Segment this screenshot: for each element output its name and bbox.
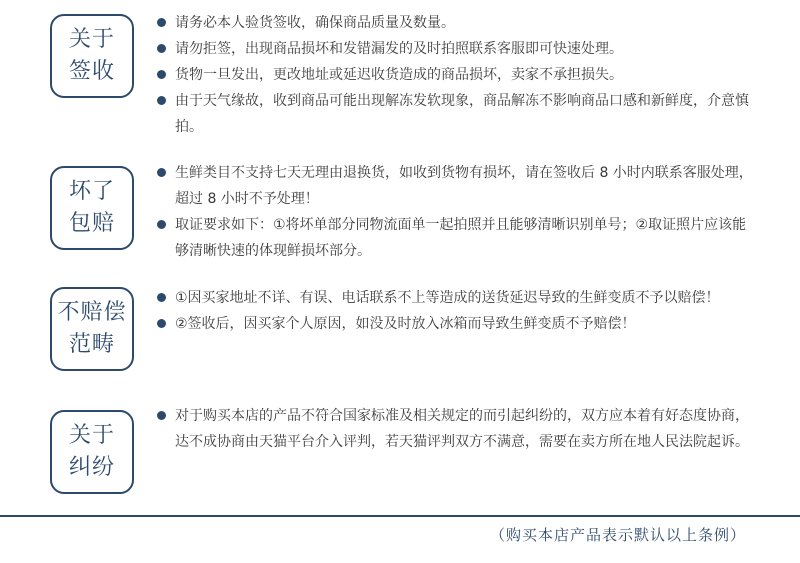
section-label-line: 纠纷 — [68, 455, 115, 480]
list-item-text: 请务必本人验货签收，确保商品质量及数量。 — [175, 15, 455, 31]
section-label-line: 签收 — [68, 59, 115, 84]
bullet-icon — [157, 70, 166, 79]
section-label-box — [50, 287, 134, 371]
bullet-icon — [157, 44, 166, 53]
section-item-list — [155, 285, 755, 337]
list-item — [155, 212, 755, 264]
section-label-line: 不赔偿 — [57, 300, 127, 325]
list-item — [155, 160, 755, 212]
bullet-icon — [157, 319, 166, 328]
list-item-text: 货物一旦发出，更改地址或延迟收货造成的商品损坏，卖家不承担损失。 — [175, 67, 623, 83]
list-item-text: 请勿拒签，出现商品损坏和发错漏发的及时拍照联系客服即可快速处理。 — [175, 41, 623, 57]
section-label-line: 关于 — [68, 27, 115, 52]
list-item — [155, 62, 755, 88]
section-item-list — [155, 403, 755, 455]
list-item-text: 取证要求如下：①将坏单部分同物流面单一起拍照并且能够清晰识别单号；②取证照片应该能够清晰快速的体现鲜损坏部分。 — [175, 217, 747, 259]
section-label-box — [50, 410, 134, 494]
bullet-icon — [157, 96, 166, 105]
list-item-text: 对于购买本店的产品不符合国家标准及相关规定的而引起纠纷的，双方应本着有好态度协商，达不成协商由天猫平台介入评判，若天猫评判双方不满意，需要在卖方所在地人民法院起诉。 — [175, 408, 749, 450]
section-label-line: 包赔 — [68, 211, 115, 236]
bullet-icon — [157, 18, 166, 27]
list-item — [155, 403, 755, 455]
section-label-line: 关于 — [68, 423, 115, 448]
bullet-icon — [157, 168, 166, 177]
bullet-icon — [157, 293, 166, 302]
list-item — [155, 88, 755, 140]
list-item — [155, 10, 755, 36]
list-item — [155, 36, 755, 62]
footer-divider — [0, 515, 800, 517]
bullet-icon — [157, 411, 166, 420]
section-item-list — [155, 160, 755, 264]
list-item-text: 由于天气缘故，收到商品可能出现解冻发软现象，商品解冻不影响商品口感和新鲜度，介意慎拍。 — [175, 93, 749, 135]
list-item — [155, 311, 755, 337]
list-item-text: ②签收后，因买家个人原因，如没及时放入冰箱而导致生鲜变质不予赔偿！ — [175, 316, 636, 332]
list-item-text: ①因买家地址不详、有误、电话联系不上等造成的送货延迟导致的生鲜变质不予以赔偿！ — [175, 290, 720, 306]
footer-note: （购买本店产品表示默认以上条例） — [489, 526, 746, 544]
section-label-line: 范畴 — [68, 332, 115, 357]
section-label-line: 坏了 — [68, 179, 115, 204]
section-item-list — [155, 10, 755, 140]
list-item — [155, 285, 755, 311]
bullet-icon — [157, 220, 166, 229]
section-label-box — [50, 14, 134, 98]
section-label-box — [50, 166, 134, 250]
list-item-text: 生鲜类目不支持七天无理由退换货，如收到货物有损坏，请在签收后 8 小时内联系客服处理，超过 8 小时不予处理！ — [175, 165, 753, 207]
